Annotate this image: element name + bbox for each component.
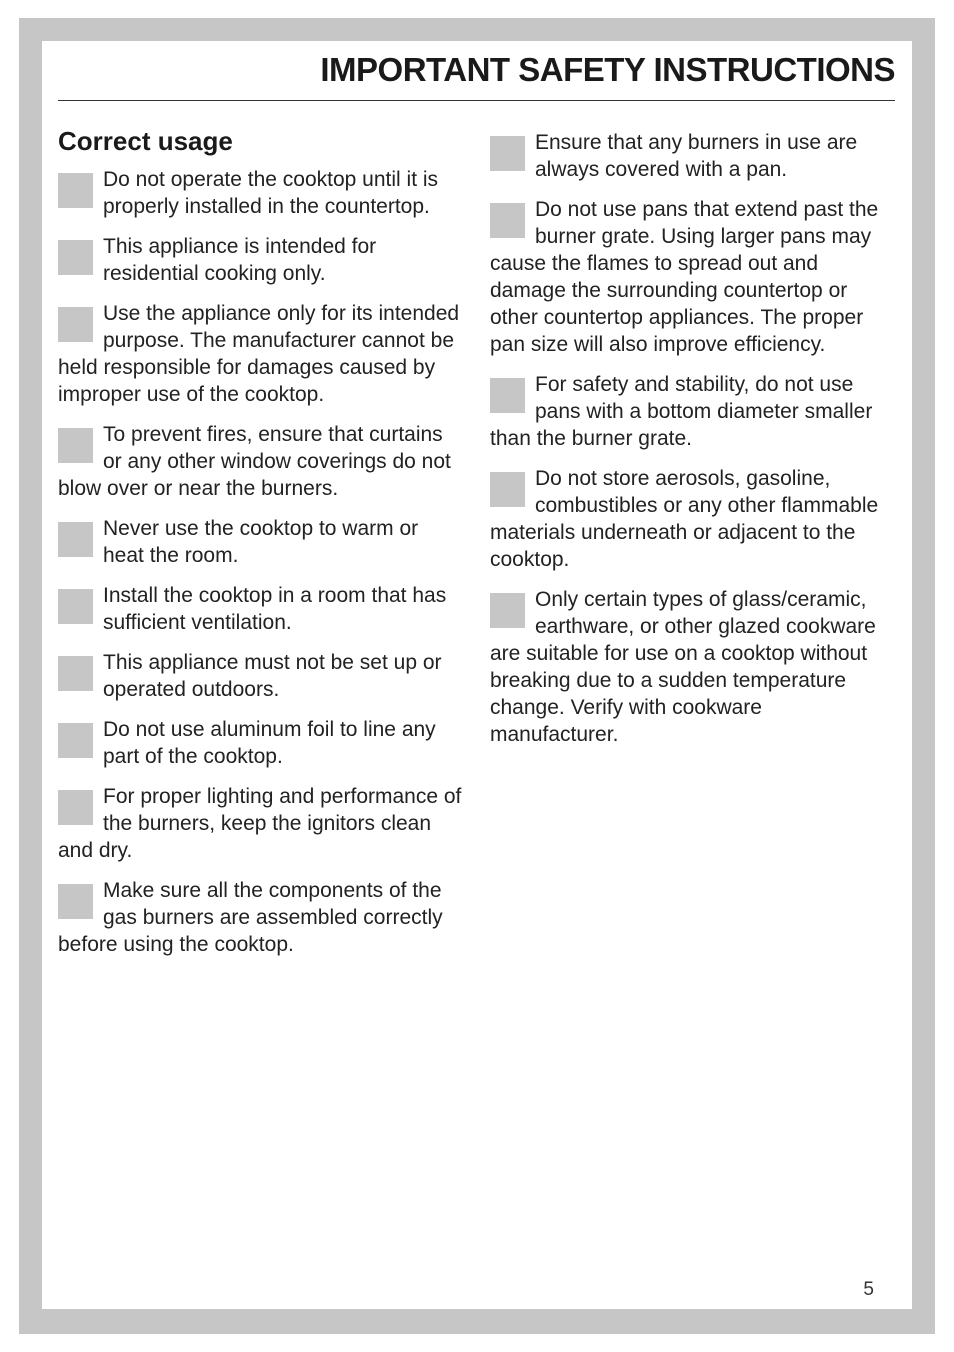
left-column xyxy=(58,125,464,971)
instruction-text: Ensure that any burners in use are always covered with a pan. xyxy=(535,131,858,181)
instruction-item xyxy=(58,300,464,408)
square-bullet-icon xyxy=(58,307,93,342)
instruction-text: Install the cooktop in a room that has sufficient ventilation. xyxy=(103,584,447,634)
instruction-text: Do not use pans that extend past the burner grate. Using larger pans may cause the flames to spread out and damage the surrounding countertop or other countertop appliances. The proper pan size will also improve efficiency. xyxy=(490,198,879,356)
instruction-text: This appliance must not be set up or operated outdoors. xyxy=(103,651,442,701)
right-column xyxy=(490,129,896,761)
square-bullet-icon xyxy=(490,472,525,507)
instruction-text: Do not use aluminum foil to line any part of the cooktop. xyxy=(103,718,436,768)
instruction-text: For proper lighting and performance of the burners, keep the ignitors clean and dry. xyxy=(58,785,462,862)
page-number: 5 xyxy=(863,1279,874,1300)
instruction-text: Use the appliance only for its intended purpose. The manufacturer cannot be held responsible for damages caused by improper use of the cooktop. xyxy=(58,302,460,406)
instruction-text: To prevent fires, ensure that curtains or any other window coverings do not blow over or near the burners. xyxy=(58,423,451,500)
instruction-text: Only certain types of glass/ceramic, earthware, or other glazed cookware are suitable for use on a cooktop without breaking due to a sudden temperature change. Verify with cookware manufacturer. xyxy=(490,588,876,746)
instruction-text: Make sure all the components of the gas burners are assembled correctly before using the cooktop. xyxy=(58,879,443,956)
square-bullet-icon xyxy=(490,378,525,413)
square-bullet-icon xyxy=(490,136,525,171)
instruction-text: For safety and stability, do not use pans with a bottom diameter smaller than the burner grate. xyxy=(490,373,873,450)
square-bullet-icon xyxy=(58,589,93,624)
instruction-item xyxy=(490,586,896,748)
square-bullet-icon xyxy=(58,173,93,208)
instruction-item xyxy=(58,166,464,220)
instruction-item xyxy=(58,582,464,636)
section-heading: Correct usage xyxy=(58,126,233,156)
instruction-item xyxy=(58,421,464,502)
square-bullet-icon xyxy=(58,656,93,691)
instruction-item xyxy=(490,371,896,452)
instruction-item xyxy=(490,465,896,573)
instruction-text: This appliance is intended for residential cooking only. xyxy=(103,235,377,285)
square-bullet-icon xyxy=(58,522,93,557)
square-bullet-icon xyxy=(58,723,93,758)
instruction-item xyxy=(58,716,464,770)
square-bullet-icon xyxy=(58,240,93,275)
document-page xyxy=(42,41,912,1309)
square-bullet-icon xyxy=(58,884,93,919)
square-bullet-icon xyxy=(490,593,525,628)
instruction-item xyxy=(58,233,464,287)
instruction-item xyxy=(490,129,896,183)
square-bullet-icon xyxy=(58,428,93,463)
square-bullet-icon xyxy=(58,790,93,825)
instruction-item xyxy=(58,649,464,703)
header-divider xyxy=(58,100,895,101)
square-bullet-icon xyxy=(490,203,525,238)
instruction-item xyxy=(58,515,464,569)
instruction-text: Do not operate the cooktop until it is properly installed in the countertop. xyxy=(103,168,439,218)
page-title: IMPORTANT SAFETY INSTRUCTIONS xyxy=(320,51,895,88)
left-instruction-list xyxy=(58,166,464,958)
instruction-item xyxy=(58,877,464,958)
instruction-text: Do not store aerosols, gasoline, combustibles or any other flammable materials underneath or adjacent to the cooktop. xyxy=(490,467,879,571)
instruction-item xyxy=(58,783,464,864)
instruction-text: Never use the cooktop to warm or heat the room. xyxy=(103,517,419,567)
instruction-item xyxy=(490,196,896,358)
right-instruction-list xyxy=(490,129,896,748)
